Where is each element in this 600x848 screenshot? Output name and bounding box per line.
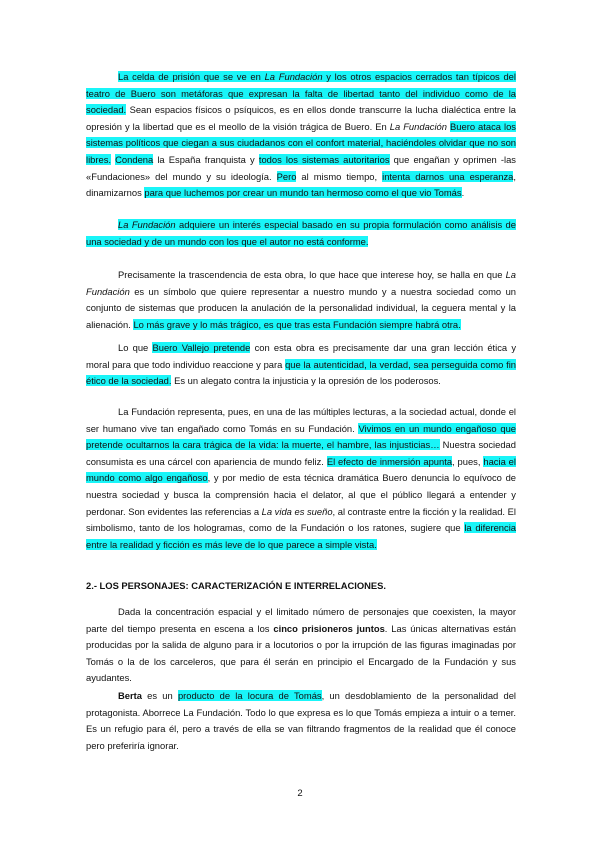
highlighted-text: hacia el mundo como algo engañoso	[86, 455, 516, 484]
text-run: . Las únicas alternativas están producidas por la salida de alguno para ir a locutorios o por la irrupción de las figuras imaginadas por Tomás o la de los carceleros, que para él serán en principio el Encargado de la Fundación y sus ayudantes.	[86, 622, 516, 684]
text-run: La Fundación	[389, 120, 447, 132]
paragraph-1	[86, 69, 516, 202]
highlighted-text: Condena	[115, 153, 154, 165]
highlighted-text: que la autenticidad, la verdad, sea perseguida como fin ético de la sociedad.	[86, 358, 516, 387]
text-run: , pues,	[452, 455, 484, 467]
text-run: .	[461, 187, 465, 199]
paragraph-4	[86, 340, 516, 390]
highlighted-text: La celda de prisión que se ve en	[118, 71, 265, 82]
highlighted-text: La Fundación	[118, 219, 176, 230]
text-run: cinco prisioneros juntos	[273, 622, 385, 634]
highlighted-text: Pero	[276, 170, 297, 182]
highlighted-text: para que luchemos por crear un mundo tan hermoso como el que vio Tomás	[144, 187, 462, 199]
highlighted-text: todos los sistemas autoritarios	[258, 153, 390, 165]
highlighted-text: Buero ataca los sistemas políticos que ciegan a sus ciudadanos con el confort material, haciéndoles olvidar que no son libres.	[86, 120, 516, 165]
highlighted-text: intenta darnos una esperanza	[382, 170, 514, 182]
text-run: Sean espacios físicos o psíquicos, es en ellos donde transcurre la lucha dialéctica entre la opresión y la libertad que es el meollo de la visión trágica de Buero. En	[86, 104, 516, 132]
paragraph-3	[86, 267, 516, 333]
text-run: con esta obra es precisamente dar una gran lección ética y moral para que todo individuo reaccione y para	[86, 342, 517, 370]
text-run: Berta	[118, 690, 142, 701]
highlighted-text: La Fundación	[264, 71, 323, 82]
text-run: es un símbolo que quiere representar a nuestro mundo y a nuestra sociedad como un conjunto de sistemas que producen la anulación de la personalidad individual, la ceguera mental y la alienación.	[86, 285, 516, 330]
paragraph-2	[86, 217, 516, 250]
highlighted-text: producto de la locura de Tomás	[177, 690, 322, 701]
text-run: que engañan y oprimen -las «Fundaciones» del mundo y su ideología.	[86, 153, 516, 182]
text-run: Lo que	[118, 342, 153, 353]
text-run: La vida es sueño	[261, 505, 333, 517]
text-run: al mismo tiempo,	[296, 170, 383, 182]
highlighted-text: la diferencia entre la realidad y ficción es más leve de lo que parece a simple vista.	[86, 522, 516, 550]
text-run: la España franquista y	[153, 153, 259, 165]
text-run: , al contraste entre la ficción y la realidad. El simbolismo, tanto de los hologramas, como de la Fundación o los ratones, sugiere que	[86, 505, 516, 534]
paragraph-6	[86, 604, 516, 687]
text-run: Es un alegato contra la injusticia y la opresión de los poderosos.	[171, 375, 441, 387]
text-run: La Fundación representa, pues, en una de las múltiples lecturas, a la sociedad actual, donde el ser humano vive tan engañado como Tomás en su Fundación.	[86, 406, 516, 434]
text-run: es un	[141, 690, 178, 701]
highlighted-text: y los otros espacios cerrados tan típicos del teatro de Buero son metáforas que expresan la falta de libertad tanto del individuo como de la sociedad.	[86, 71, 516, 116]
text-run: , dinamizarnos	[86, 170, 516, 199]
paragraph-7	[86, 688, 516, 754]
text-run: , un desdoblamiento de la personalidad del protagonista. Aborrece La Fundación. Todo lo que expresa es lo que Tomás empieza a intuir o a temer. Es un refugio para él, pero a través de ella se van filtrando fragmentos de la realidad que él conoce pero preferiría ignorar.	[86, 690, 516, 751]
paragraph-5	[86, 404, 516, 553]
text-run: Precisamente la trascendencia de esta obra, lo que hace que interese hoy, se halla en que	[118, 269, 506, 280]
highlighted-text: El efecto de inmersión apunta	[326, 455, 453, 467]
text-run: La Fundación	[86, 269, 516, 297]
highlighted-text: Vivimos en un mundo engañoso que pretende ocultarnos la cara trágica de la vida: la muerte, el hambre, las injusticias…	[86, 422, 516, 451]
text-run: , y por medio de esta técnica dramática Buero denuncia lo equívoco de nuestra sociedad y busca la comprensión hacia el delator, al que el público llegará a entender y perdonar. Son evidentes las referencias a	[86, 472, 516, 517]
section-heading: 2.- LOS PERSONAJES: CARACTERIZACIÓN E INTERRELACIONES.	[86, 580, 387, 591]
page-number: 2	[297, 788, 303, 799]
highlighted-text: adquiere un interés especial basado en su propia formulación como análisis de una sociedad y de un mundo con los que el autor no está conforme.	[86, 219, 516, 247]
text-run: Nuestra sociedad consumista es una cárcel con apariencia de mundo feliz.	[86, 439, 516, 467]
highlighted-text: Buero Vallejo pretende	[152, 342, 251, 353]
text-run: Dada la concentración espacial y el limitado número de personajes que coexisten, la mayor parte del tiempo presenta en escena a los	[86, 606, 516, 634]
highlighted-text: Lo más grave y lo más trágico, es que tras esta Fundación siempre habrá otra.	[133, 318, 461, 330]
